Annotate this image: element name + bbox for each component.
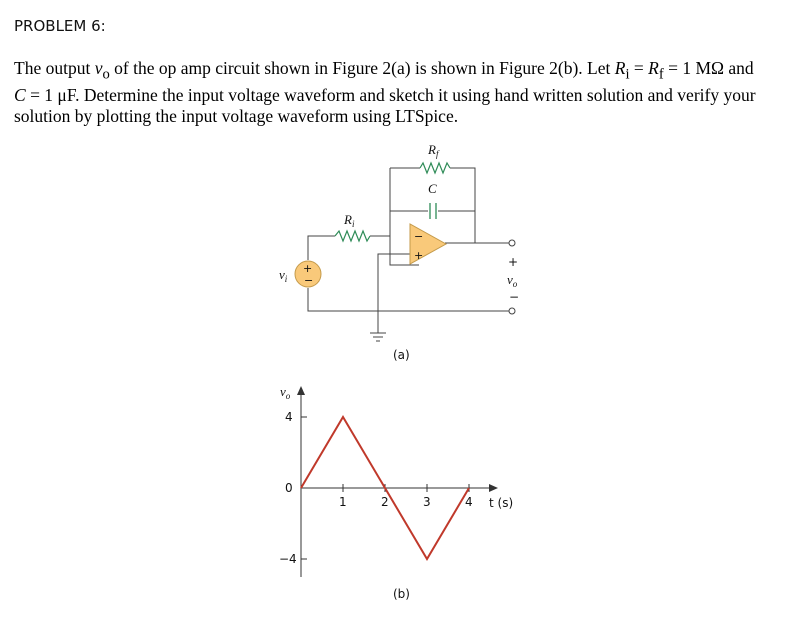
x-tick-label: 2 [381,495,389,509]
c-label: C [428,181,437,196]
vi-label: $v_i$ [279,267,288,284]
output-minus-sign: − [509,290,520,304]
opamp-plus-sign: + [414,249,424,262]
y-axis-arrow-icon [297,386,305,395]
vo-label: $v_o$ [507,272,518,289]
x-axis-arrow-icon [489,484,498,492]
problem-statement: The output $v_o$ of the op amp circuit shown in Figure 2(a) is shown in Figure 2(b). Let $R_i = R_f = 1$ MΩ and C = 1 μF. Determine the input voltage waveform and sketch it using hand written solution and verify your solution by plotting the input voltage waveform using LTSpice. [14,58,756,126]
rf-label: $R_f$ [428,142,439,159]
y-tick-label: 0 [285,481,293,495]
source-minus-sign: − [304,274,314,287]
ri-label: $R_i$ [344,212,355,229]
figure-a-caption: (a) [393,348,410,362]
y-axis-label: $v_o$ [280,384,291,401]
y-tick-label: −4 [279,552,297,566]
x-axis-label: t (s) [489,496,514,510]
x-tick-label: 3 [423,495,431,509]
x-tick-label: 4 [465,495,473,509]
figure-b-caption: (b) [393,587,410,601]
y-tick-label: 4 [285,410,293,424]
x-tick-label: 1 [339,495,347,509]
problem-heading: PROBLEM 6: [14,17,106,35]
output-plus-sign: + [508,255,519,269]
source-plus-sign: + [303,262,313,275]
opamp-minus-sign: − [414,230,424,243]
